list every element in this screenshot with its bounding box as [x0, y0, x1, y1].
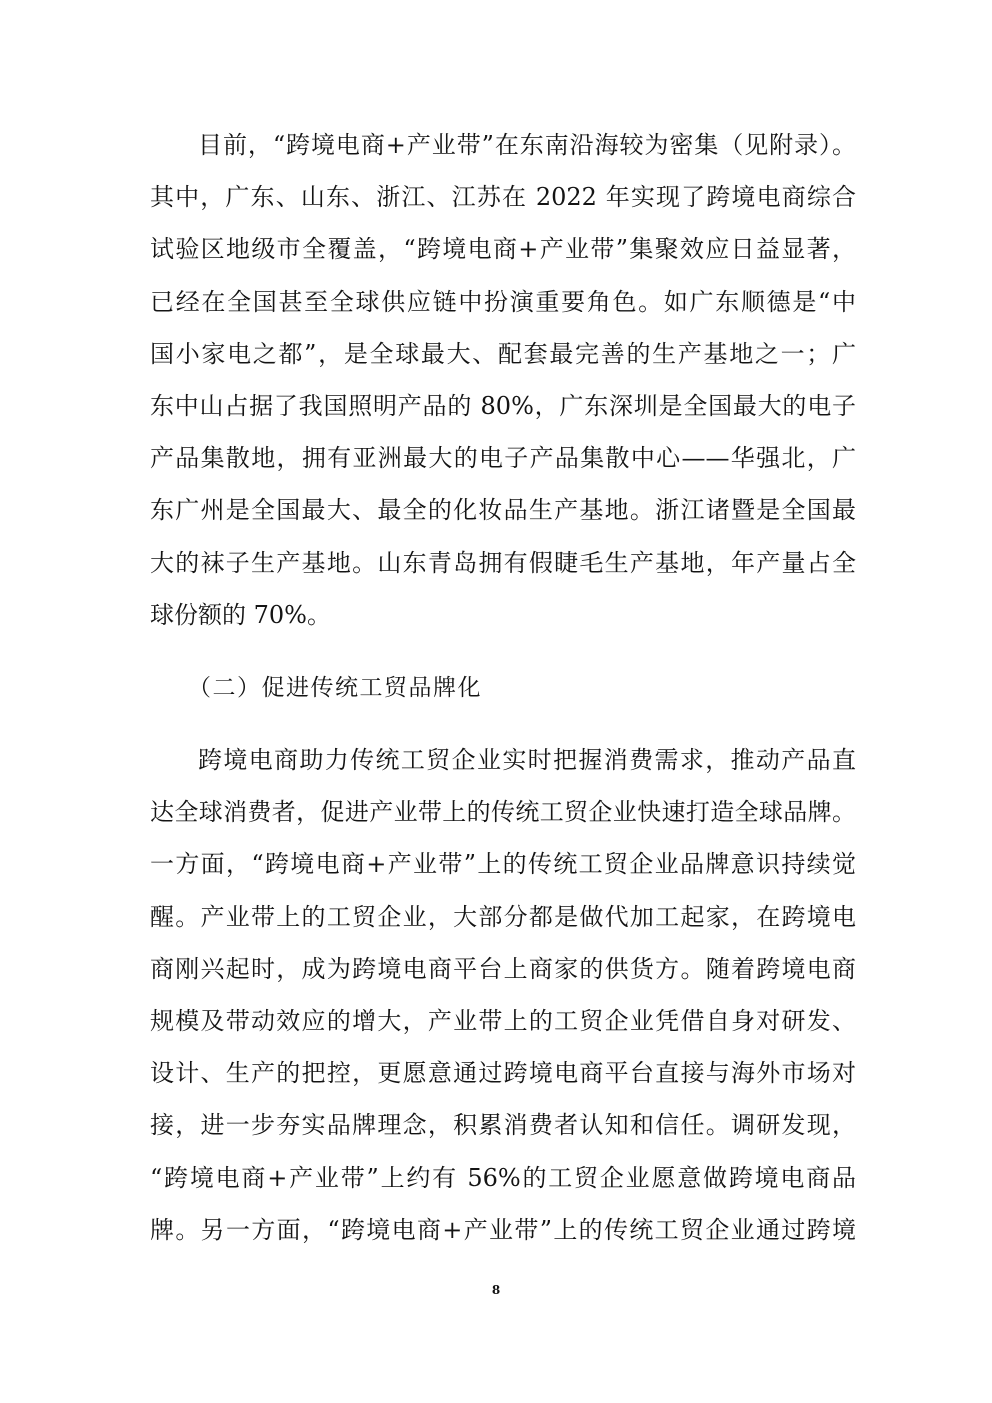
paragraph-line: 目前，“跨境电商+产业带”在东南沿海较为密集（见附录）。 [198, 131, 856, 159]
paragraph-line: 已经在全国甚至全球供应链中扮演重要角色。如广东顺德是“中 [150, 287, 856, 316]
paragraph-line: 一方面，“跨境电商+产业带”上的传统工贸企业品牌意识持续觉 [150, 850, 856, 879]
paragraph-line: 接，进一步夯实品牌理念，积累消费者认知和信任。调研发现， [150, 1111, 856, 1140]
paragraph-line: 东中山占据了我国照明产品的 80%，广东深圳是全国最大的电子 [150, 391, 856, 420]
paragraph-line: 球份额的 70%。 [150, 600, 331, 629]
paragraph-line: 牌。另一方面，“跨境电商+产业带”上的传统工贸企业通过跨境 [150, 1215, 856, 1244]
paragraph-line: 国小家电之都”，是全球最大、配套最完善的生产基地之一；广 [150, 339, 856, 368]
section-heading: （二）促进传统工贸品牌化 [188, 675, 482, 701]
paragraph-line: 产品集散地，拥有亚洲最大的电子产品集散中心——华强北，广 [150, 444, 856, 473]
paragraph-line: 达全球消费者，促进产业带上的传统工贸企业快速打造全球品牌。 [150, 798, 856, 827]
paragraph-1 [150, 119, 856, 641]
paragraph-line: 试验区地级市全覆盖，“跨境电商+产业带”集聚效应日益显著， [150, 235, 856, 264]
paragraph-line: 其中，广东、山东、浙江、江苏在 2022 年实现了跨境电商综合 [150, 183, 856, 212]
paragraph-line: 规模及带动效应的增大，产业带上的工贸企业凭借自身对研发、 [150, 1006, 856, 1035]
paragraph-line: 醒。产业带上的工贸企业，大部分都是做代加工起家，在跨境电 [150, 902, 856, 931]
paragraph-line: 东广州是全国最大、最全的化妆品生产基地。浙江诸暨是全国最 [150, 496, 856, 525]
paragraph-line: 跨境电商助力传统工贸企业实时把握消费需求，推动产品直 [198, 746, 856, 774]
page-number: 8 [491, 1283, 501, 1297]
paragraph-line: 商刚兴起时，成为跨境电商平台上商家的供货方。随着跨境电商 [150, 954, 856, 983]
paragraph-2 [150, 734, 856, 1256]
paragraph-line: 大的袜子生产基地。山东青岛拥有假睫毛生产基地，年产量占全 [150, 548, 856, 577]
paragraph-line: “跨境电商+产业带”上约有 56%的工贸企业愿意做跨境电商品 [150, 1163, 856, 1192]
paragraph-line: 设计、生产的把控，更愿意通过跨境电商平台直接与海外市场对 [150, 1059, 856, 1088]
